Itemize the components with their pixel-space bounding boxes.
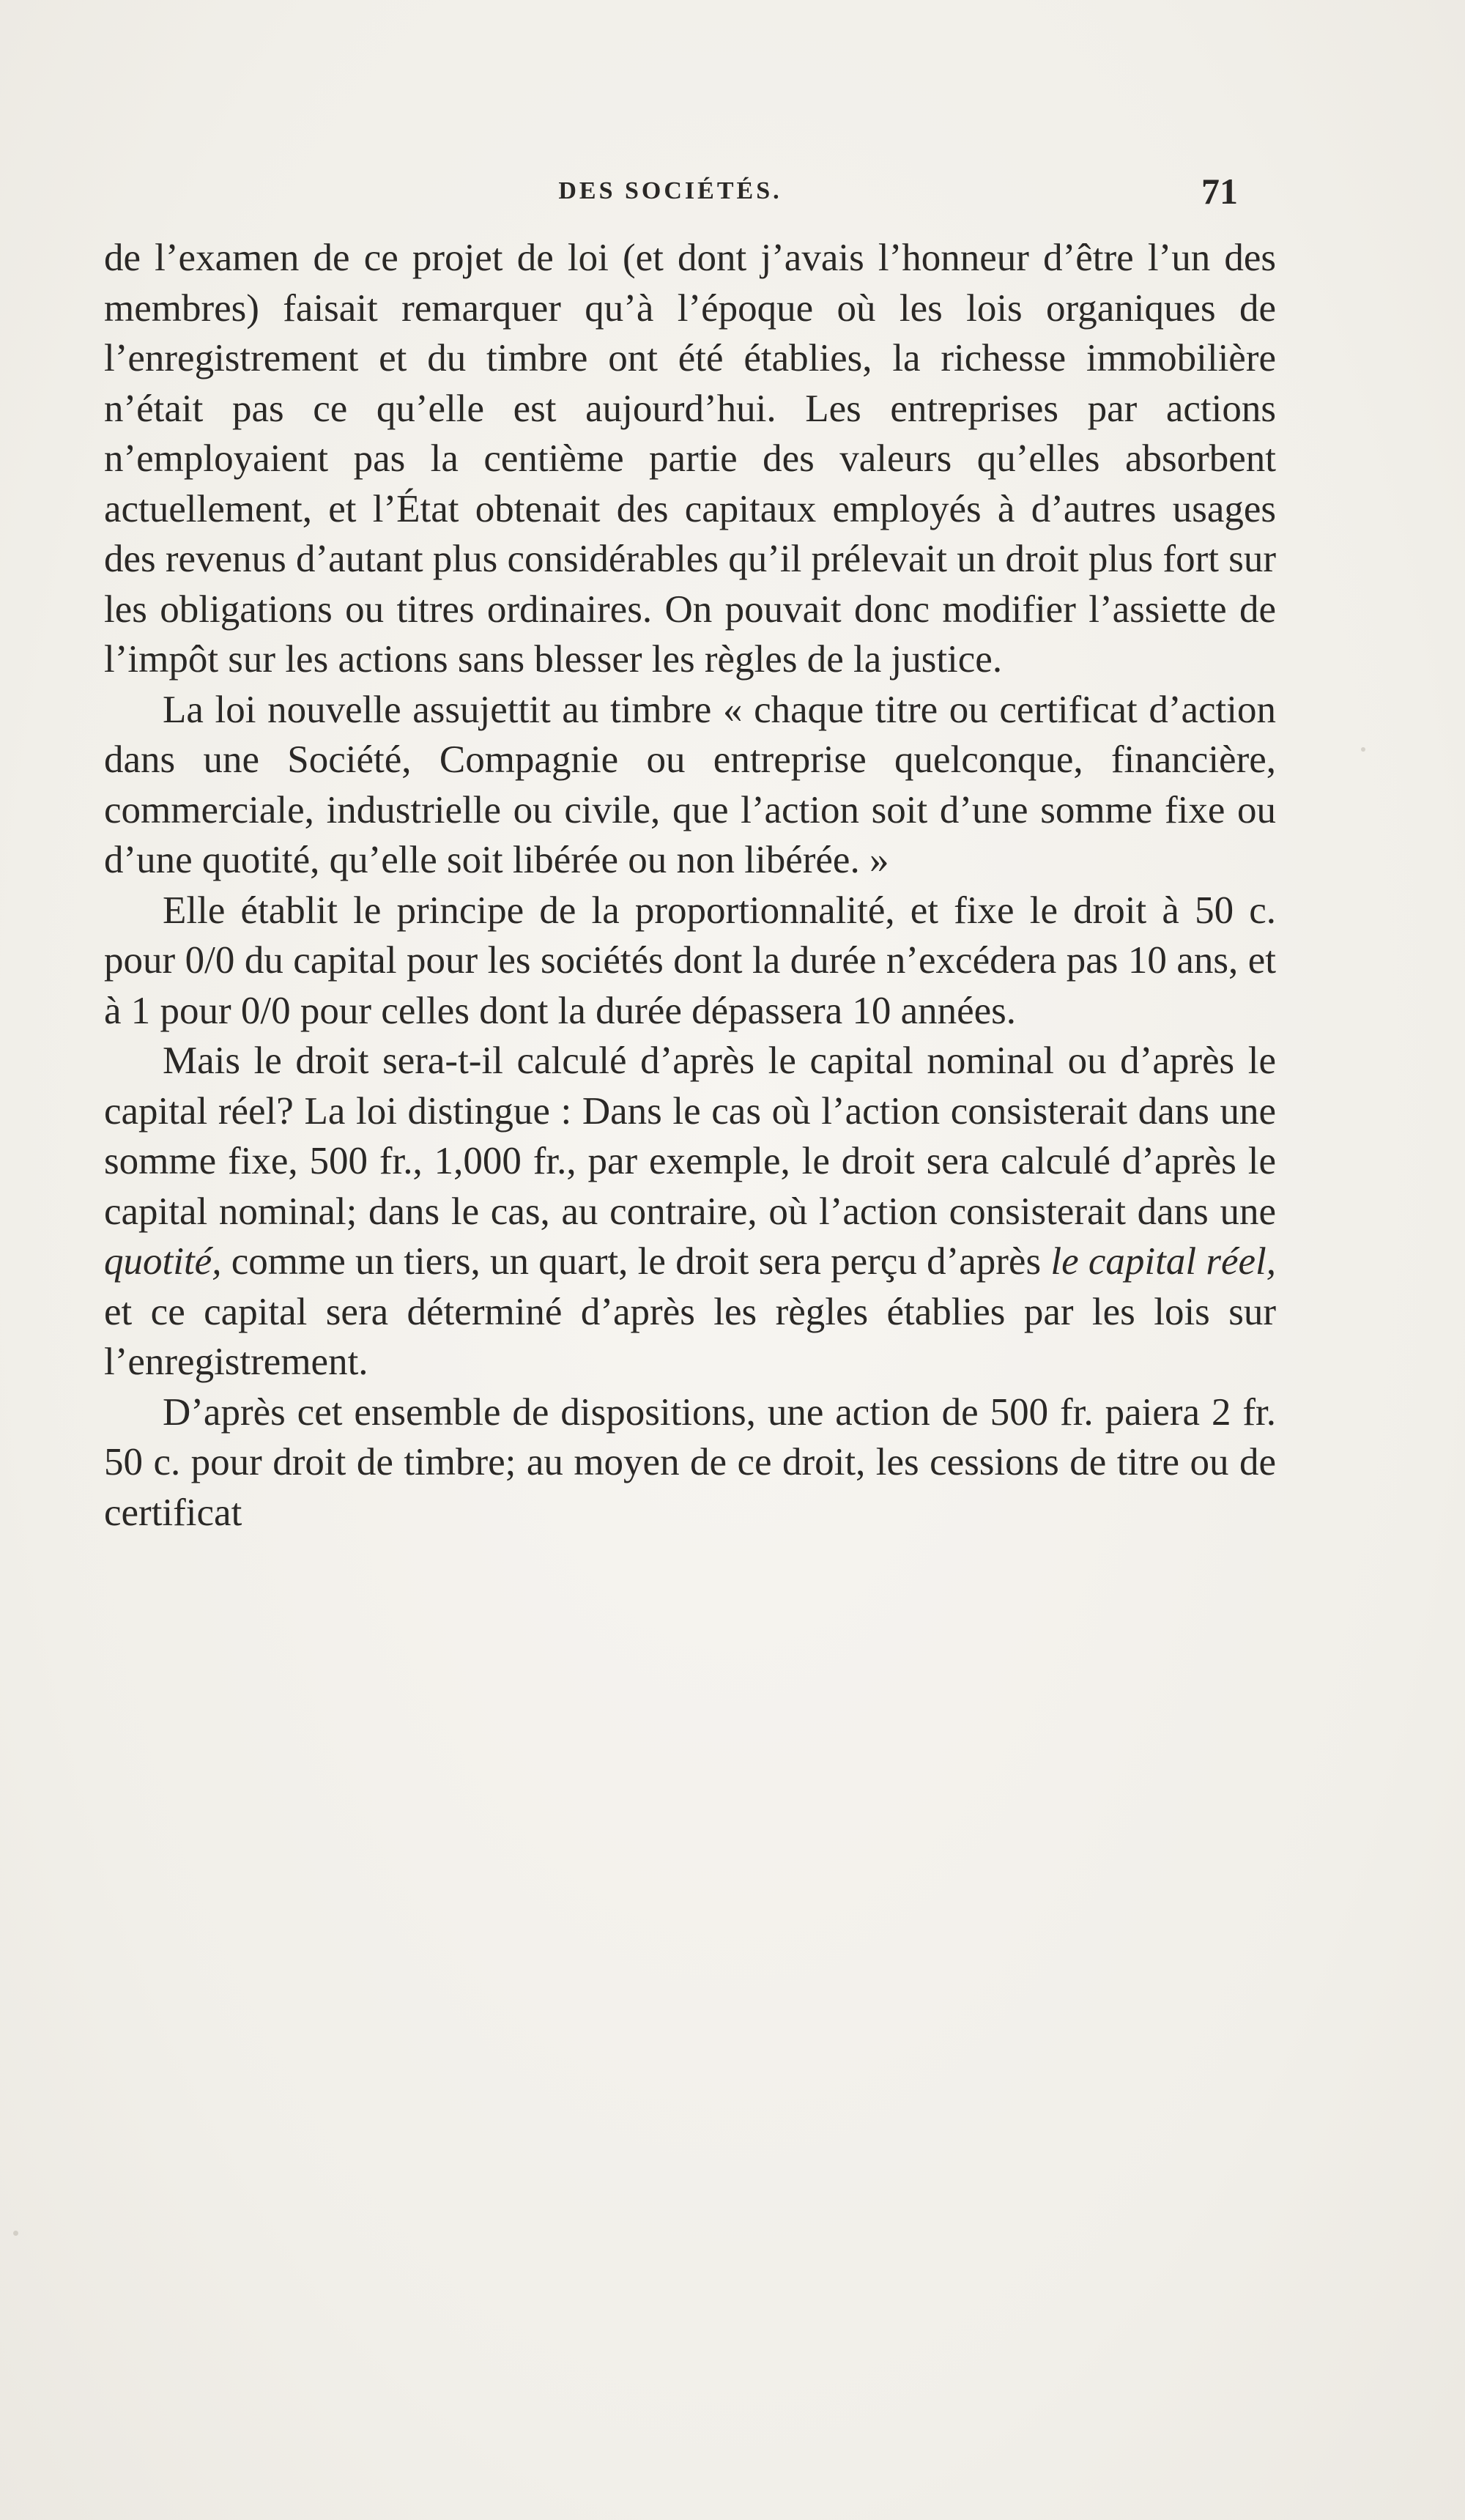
page-number: 71 (1201, 171, 1238, 212)
paragraph-2: La loi nouvelle assujettit au timbre « chaque titre ou certificat d’action dans une Société, Compagnie ou entreprise quelconque, financière, commerciale, industrielle ou civile, que l’action soit d’une somme fixe ou d’une quotité, qu’elle soit libérée ou non libérée. » (104, 688, 1276, 881)
paragraph-5: D’après cet ensemble de dispositions, une action de 500 fr. paiera 2 fr. 50 c. pour droit de timbre; au moyen de ce droit, les cessions de titre ou de certificat (104, 1390, 1276, 1534)
paragraph-4-text-e: et ce capital sera déterminé d’après les règles établies par les lois sur l’enregistrement. (104, 1290, 1276, 1383)
italic-quotite: quotité, (104, 1240, 222, 1283)
page-header (103, 170, 1238, 221)
paragraph-4-text-c: comme un tiers, un quart, le droit sera perçu d’après (221, 1240, 1051, 1283)
running-title: DES SOCIÉTÉS. (558, 177, 782, 204)
body-text (104, 233, 1276, 1538)
italic-capital-reel: le capital réel, (1050, 1240, 1276, 1283)
paragraph-4-text-a: Mais le droit sera-t-il calculé d’après le capital nominal ou d’après le capital réel? La loi distingue : Dans le cas où l’action consisterait dans une somme fixe, 500 fr., 1,000 fr., par exemple, le droit sera calculé d’après le capital nominal; dans le cas, au contraire, où l’action consisterait dans une (104, 1040, 1276, 1233)
paragraph-1: de l’examen de ce projet de loi (et dont j’avais l’honneur d’être l’un des membres) faisait remarquer qu’à l’époque où les lois organiques de l’enregistrement et du timbre ont été établies, la richesse immobilière n’était pas ce qu’elle est aujourd’hui. Les entreprises par actions n’employaient pas la centième partie des valeurs qu’elles absorbent actuellement, et l’État obtenait des capitaux employés à d’autres usages des revenus d’autant plus considérables qu’il prélevait un droit plus fort sur les obligations ou titres ordinaires. On pouvait donc modifier l’assiette de l’impôt sur les actions sans blesser les règles de la justice. (104, 237, 1276, 681)
paragraph-4 (104, 1036, 1276, 1387)
paragraph-3: Elle établit le principe de la proportionnalité, et fixe le droit à 50 c. pour 0/0 du capital pour les sociétés dont la durée n’excédera pas 10 ans, et à 1 pour 0/0 pour celles dont la durée dépassera 10 années. (104, 889, 1276, 1032)
paper-speck (1361, 747, 1365, 752)
paper-speck (13, 2231, 18, 2236)
